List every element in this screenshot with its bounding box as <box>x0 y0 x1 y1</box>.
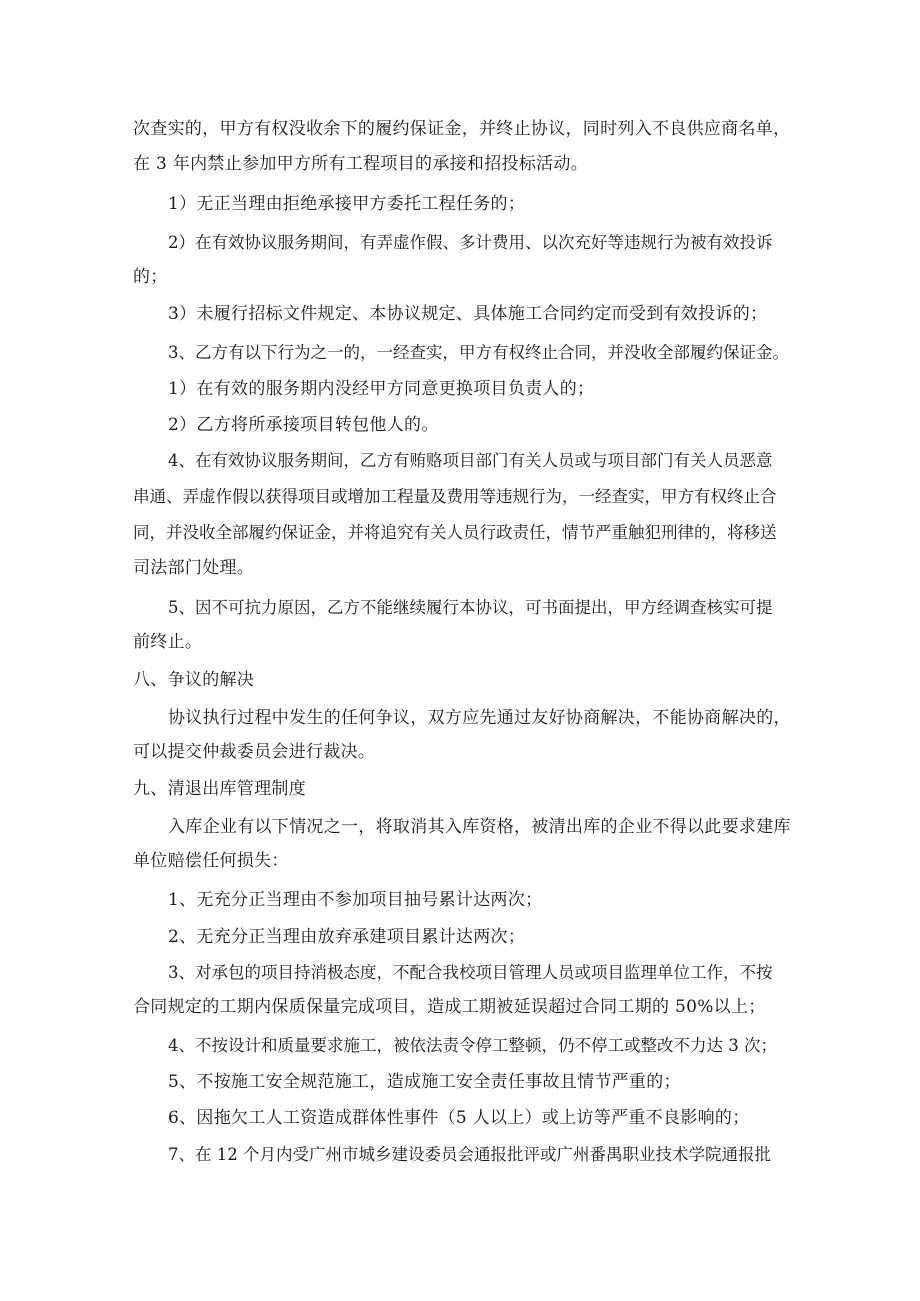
text-line: 可以提交仲裁委员会进行裁决。 <box>133 742 376 762</box>
list-item: 1）无正当理由拒绝承接甲方委托工程任务的； <box>168 194 526 214</box>
text-line: 同，并没收全部履约保证金，并将追究有关人员行政责任，情节严重触犯刑律的，将移送 <box>133 523 777 542</box>
list-item: 2）乙方将所承接项目转包他人的。 <box>168 415 439 435</box>
text-line: 次查实的，甲方有权没收余下的履约保证金，并终止协议，同时列入不良供应商名单， <box>133 119 791 139</box>
text-line: 合同规定的工期内保质保量完成项目，造成工期被延误超过合同工期的 50%以上； <box>133 997 766 1017</box>
list-item: 2、无充分正当理由放弃承建项目累计达两次； <box>168 927 526 947</box>
text-line: 协议执行过程中发生的任何争议，双方应先通过友好协商解决，不能协商解决的， <box>168 708 791 728</box>
section-heading: 九、清退出库管理制度 <box>133 779 306 799</box>
text-line: 的； <box>133 267 168 287</box>
section-heading: 八、争议的解决 <box>133 670 255 690</box>
list-item: 3、乙方有以下行为之一的，一经查实，甲方有权终止合同，并没收全部履约保证金。 <box>168 343 789 362</box>
text-line: 串通、弄虚作假以获得项目或增加工程量及费用等违规行为，一经查实，甲方有权终止合 <box>133 487 777 506</box>
text-line: 司法部门处理。 <box>133 558 255 578</box>
list-item: 3）未履行招标文件规定、本协议规定、具体施工合同约定而受到有效投诉的； <box>168 304 768 324</box>
list-item: 6、因拖欠工人工资造成群体性事件（5 人以上）或上访等严重不良影响的； <box>168 1108 750 1128</box>
list-item: 4、不按设计和质量要求施工，被依法责令停工整顿，仍不停工或整改不力达 3 次； <box>168 1036 777 1055</box>
list-item: 5、因不可抗力原因，乙方不能继续履行本协议，可书面提出，甲方经调查核实可提 <box>168 598 773 617</box>
list-item: 1）在有效的服务期内没经甲方同意更换项目负责人的； <box>168 379 595 399</box>
text-line: 入库企业有以下情况之一，将取消其入库资格，被清出库的企业不得以此要求建库 <box>168 817 791 837</box>
list-item: 2）在有效协议服务期间，有弄虚作假、多计费用、以次充好等违规行为被有效投诉 <box>168 233 773 252</box>
list-item: 1、无充分正当理由不参加项目抽号累计达两次； <box>168 890 543 910</box>
text-line: 在 3 年内禁止参加甲方所有工程项目的承接和招投标活动。 <box>133 154 589 174</box>
list-item: 5、不按施工安全规范施工，造成施工安全责任事故且情节严重的； <box>168 1072 681 1092</box>
text-line: 前终止。 <box>133 632 203 652</box>
list-item: 4、在有效协议服务期间，乙方有贿赂项目部门有关人员或与项目部门有关人员恶意 <box>168 451 773 470</box>
text-line: 单位赔偿任何损失： <box>133 851 289 871</box>
list-item: 3、对承包的项目持消极态度，不配合我校项目管理人员或项目监理单位工作，不按 <box>168 963 773 982</box>
list-item: 7、在 12 个月内受广州市城乡建设委员会通报批评或广州番禺职业技术学院通报批 <box>168 1145 771 1164</box>
